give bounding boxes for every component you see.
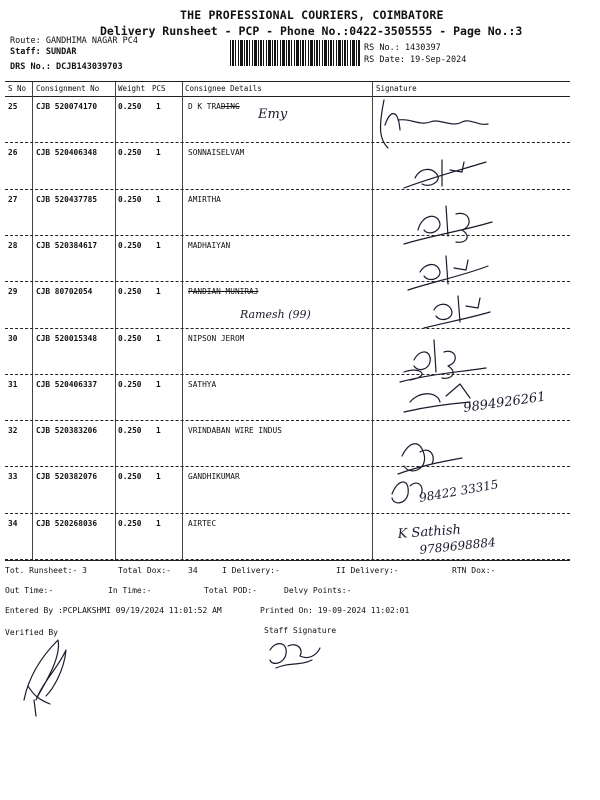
signature-row30: [400, 340, 486, 382]
row-consignment-no: CJB 520406348: [36, 148, 98, 158]
col-head-signature: Signature: [376, 84, 417, 93]
row-weight: 0.250: [118, 426, 142, 436]
row-sno: 31: [8, 379, 18, 389]
col-head-weight: Weight: [118, 84, 146, 93]
row-consignment-no: CJB 520384617: [36, 240, 98, 250]
row-weight: 0.250: [118, 194, 142, 204]
row-consignment-no: CJB 520074170: [36, 102, 98, 111]
drs-number: DRS No.: DCJB143039703: [10, 62, 123, 72]
row-weight: 0.250: [118, 333, 142, 343]
row-consignment-no: CJB 80702054: [36, 287, 93, 297]
row-pcs: 1: [156, 287, 161, 297]
row-consignment-no: CJB 520383206: [36, 426, 98, 436]
footer-rule: [5, 560, 570, 561]
signature-row28: [408, 256, 488, 290]
signature-row31: [404, 384, 470, 412]
row-pcs: 1: [156, 472, 161, 482]
row-weight: 0.250: [118, 148, 142, 158]
handwritten-phone-row33: 98422 33315: [418, 477, 500, 505]
delvy-points: Delvy Points:-: [284, 586, 352, 595]
row-weight: 0.250: [118, 518, 142, 528]
row-sno: 28: [8, 240, 18, 250]
staff-signature-mark: [270, 644, 320, 668]
row-consignee-struck-text: PANDIAN MUNIRAJ: [188, 287, 259, 297]
handwritten-note-row25: Emy: [258, 107, 288, 122]
row-consignment-no: CJB 520437785: [36, 194, 98, 204]
row-consignee-text: SATHYA: [188, 379, 217, 389]
i-delivery: I Delivery:-: [222, 566, 280, 575]
signature-row26: [404, 160, 486, 188]
col-head-pcs: PCS: [152, 84, 166, 93]
verified-by-label: Verified By: [5, 628, 58, 637]
tot-runsheet: Tot. Runsheet:- 3: [5, 566, 87, 575]
row-consignee-text: SONNAISELVAM: [188, 148, 245, 158]
row-pcs: 1: [156, 102, 161, 111]
staff-signature-label: Staff Signature: [264, 626, 337, 635]
row-sno: 26: [8, 148, 18, 158]
row-pcs: 1: [156, 426, 161, 436]
handwritten-phone-row31: 9894926261: [462, 389, 547, 416]
rs-date: RS Date: 19-Sep-2024: [364, 55, 467, 65]
row-consignee-text: NIPSON JEROM: [188, 333, 245, 343]
row-consignee-text: D K TRA: [188, 102, 221, 111]
total-dox-value: 34: [188, 566, 198, 575]
total-pod: Total POD:-: [204, 586, 257, 595]
signature-row29: [424, 296, 490, 328]
ii-delivery: II Delivery:-: [336, 566, 399, 575]
row-pcs: 1: [156, 240, 161, 250]
row-consignee-text: AIRTEC: [188, 518, 217, 528]
col-head-consignment: Consignment No: [36, 84, 100, 93]
row-weight: 0.250: [118, 379, 142, 389]
route-label: Route: GANDHIMA NAGAR PC4: [10, 36, 138, 46]
rtn-dox: RTN Dox:-: [452, 566, 496, 575]
row-pcs: 1: [156, 148, 161, 158]
total-dox-label: Total Dox:-: [118, 566, 171, 575]
row-consignment-no: CJB 520406337: [36, 379, 98, 389]
printed-on: Printed On: 19-09-2024 11:02:01: [260, 606, 410, 615]
col-head-consignee: Consignee Details: [185, 84, 262, 93]
row-weight: 0.250: [118, 102, 142, 111]
row-consignment-no: CJB 520268036: [36, 518, 98, 528]
row-sno: 33: [8, 472, 18, 482]
rs-number: RS No.: 1430397: [364, 43, 441, 53]
row-sno: 25: [8, 102, 18, 111]
row-sno: 30: [8, 333, 18, 343]
runsheet-subtitle: Delivery Runsheet - PCP - Phone No.:0422-3505555 - Page No.:3: [100, 24, 523, 38]
handwritten-note-row29: Ramesh (99): [240, 308, 311, 321]
row-consignee-text: GANDHIKUMAR: [188, 472, 240, 482]
row-pcs: 1: [156, 333, 161, 343]
signature-row32: [398, 444, 462, 474]
row-sno: 34: [8, 518, 18, 528]
row-sno: 29: [8, 287, 18, 297]
row-consignee-text: MADHAIYAN: [188, 240, 231, 250]
row-consignee-text: VRINDABAN WIRE INDUS: [188, 426, 282, 436]
row-consignment-no: CJB 520382076: [36, 472, 98, 482]
out-time: Out Time:-: [5, 586, 54, 595]
in-time: In Time:-: [108, 586, 152, 595]
col-head-sno: S No: [8, 84, 27, 93]
row-consignee-struck-text: DING: [220, 102, 240, 111]
signature-row25: [385, 114, 488, 130]
signature-row27: [404, 206, 492, 244]
row-pcs: 1: [156, 194, 161, 204]
row-weight: 0.250: [118, 240, 142, 250]
company-title: THE PROFESSIONAL COURIERS, COIMBATORE: [180, 8, 444, 22]
row-consignment-no: CJB 520015348: [36, 333, 98, 343]
row-weight: 0.250: [118, 287, 142, 297]
staff-label: Staff: SUNDAR: [10, 47, 77, 57]
row-sno: 32: [8, 426, 18, 436]
row-pcs: 1: [156, 518, 161, 528]
row-consignee-text: AMIRTHA: [188, 194, 221, 204]
signature-stroke-row25: [381, 100, 388, 148]
row-weight: 0.250: [118, 472, 142, 482]
handwritten-phone-row34: 9789698884: [418, 535, 497, 557]
row-sno: 27: [8, 194, 18, 204]
entered-by: Entered By :PCPLAKSHMI 09/19/2024 11:01:52 AM: [5, 606, 222, 615]
handwritten-name-row34: K Sathish: [397, 522, 462, 542]
verified-by-signature: [24, 640, 66, 716]
row-pcs: 1: [156, 379, 161, 389]
